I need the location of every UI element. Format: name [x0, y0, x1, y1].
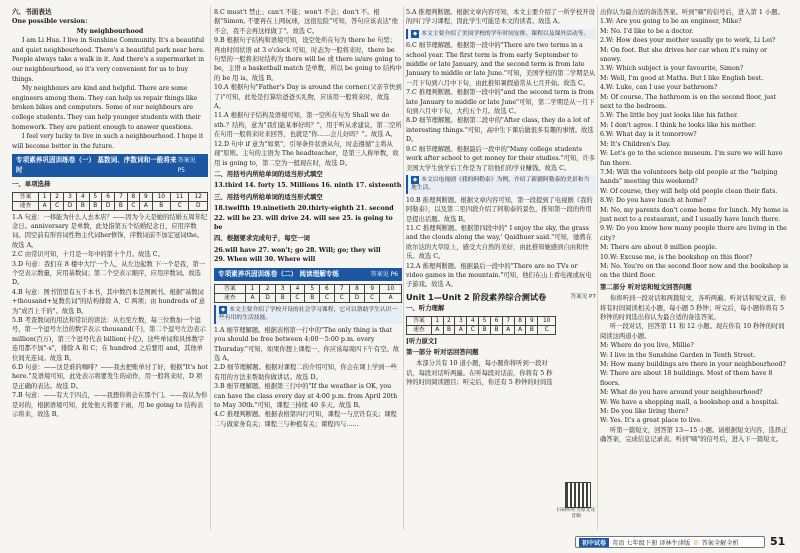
table-cell: B [305, 293, 320, 302]
transcript-line: W: I live in the Sunshine Garden in Tenth Street. [600, 351, 756, 359]
table-cell: A [502, 325, 514, 334]
transcript-line: W: Yes. It's a great place to live. [600, 417, 703, 425]
listening-part-title: 第二部分 听对话和短文回答问题 [600, 282, 692, 291]
table-cell: C [51, 201, 64, 210]
transcript-line: 7.M: Will the volunteers help old people at the "helping hands" meeting this weekend? [600, 168, 778, 186]
transcript-line: 8.W: Do you have lunch at home? [600, 197, 707, 205]
explanation: 6.D 句意：——这是谁的咖啡？——我去把账单付了好，根据"It's hot here."及语境可知，此处表示将要发生的动作，用一般将来时，D 项是正确的表达。故选 D。 [12, 364, 208, 390]
transcript-line: M: Where do you live, Millie? [600, 342, 694, 350]
table-cell: 答案 [407, 316, 432, 325]
explanation: 8.C must't 禁止；can't 不能；won't 不会；don't 不。根据"Simon, 不要再在上网玩球，这很危险"可知，答句应该表达"他不会，我不会再这样做了"。故选 C。 [214, 9, 398, 35]
answer-line: 29. When will 30. Where will [214, 256, 316, 264]
exam-band-meta: 答案见 P6 [370, 270, 398, 278]
table-cell: 5 [305, 284, 320, 293]
transcript-line: M: It's Children's Day. [600, 140, 671, 148]
table-cell: 1 [245, 284, 260, 293]
transcript-line: 5.W: The little boy just looks like his father. [600, 112, 739, 120]
part-title: 一、听力理解 [406, 304, 445, 313]
transcript-line: M: Well, I'm good at Maths. But I like English best. [600, 74, 764, 82]
transcript-line: M: On foot. But she drives her car when it's rainy or snowy. [600, 46, 768, 64]
transcript-line: 9.W: Do you know how many people there are living in the city? [600, 225, 787, 242]
explanation: 3.B 细节理解题。根据第三行中的"If the weather is OK, you can have the class every day at 4:00 p.m. from April 20th to May 30th."可知，课程三持续 40 多天。故选 B。 [214, 383, 398, 410]
transcript-line: 1.W: Are you going to be an engineer, Mike? [600, 18, 742, 26]
explanation: 7.C 推理判断题。根据第一段中的"and the second term is from late January to middle or late June"可知，第二学期是从一月下旬到六月中下旬，大约五个月。故选 C。 [406, 89, 595, 116]
table-cell: B [115, 201, 127, 210]
table-cell: 12 [189, 192, 208, 201]
listening-instructions: 听一段对话，回答第 11 和 12 小题。现在你有 10 秒钟的时间阅读这两道小题。 [600, 323, 785, 340]
table-cell: 9 [365, 284, 380, 293]
column-4 [600, 8, 790, 445]
table-cell: C [320, 293, 335, 302]
table-cell: 8 [127, 192, 140, 201]
transcript-line: 3.W: Which subject is your favourite, Simon? [600, 65, 744, 73]
table-cell: 5 [89, 192, 101, 201]
table-cell: D [260, 293, 276, 302]
table-cell: 7 [334, 284, 349, 293]
transcript-line: 10.W: Excuse me, is the bookshop on this floor? [600, 253, 753, 261]
table-cell: C [334, 293, 349, 302]
transcript-line: 4.W: Luke, can I use your bathroom? [600, 84, 718, 92]
explanation: 10.B 推理判断题。根据文章内容可知，第一段提到了电视剧《我的阿勒泰》，以及第二至四段介绍了阿勒泰的景色，推知第一段的作用是提出话题。故选 B。 [406, 196, 593, 223]
hint-text: 本文以电视剧《我的阿勒泰》为例，介绍了新疆阿勒泰的美景和当地生活。 [411, 176, 590, 192]
exam-band [214, 268, 402, 281]
listening-part-title: 第一部分 听对话回答问题 [406, 348, 479, 356]
explanation: 9.C 细节理解题。根据最后一段中的"Many college students work after school to get money for their studies."可知，许多美国大学生放学后工作是为了给他们的学业赚钱。故选 C。 [406, 145, 596, 172]
transcript-line: M: No. I'd like to be a doctor. [600, 27, 694, 35]
table-cell: A [140, 201, 152, 210]
hint-tag-icon: ◆ [221, 306, 226, 313]
part-title: 二、用括号内所给单词的适当形式填空 [214, 169, 323, 178]
section-subtitle: One possible version： [12, 18, 92, 26]
explanation: 5.B 考查数词的用法和常识的读法：从右至左数，每三位数加一个逗号，第一个逗号左边的数字表示 thousand(千)，第二个逗号左边表示 million(百万)，第三个逗号代表 billion(十亿)，这些单词和具体数字连用都不加"-s"，排除 A 和 C；在 hundred 之后要用 and，其他单位间无连词。故选 B。 [12, 317, 206, 362]
table-cell: 10 [380, 284, 402, 293]
answer-line: 26.will have 27. won't; go 28. Will; go; they will [214, 246, 381, 254]
table-cell: C [538, 325, 556, 334]
transcript-line: 出你认为最合适的备选答案。听到"嘀"的信号后，进入第 1 小题。 [600, 9, 784, 16]
explanation: 7.B 句意：——有大于四点，——我想你将会在那个门。——我认为你是对的，根据语境可知，此处他天将要下雨，用 be going to 结构表示将来，故选 B。 [12, 392, 208, 419]
column-divider [403, 6, 404, 530]
answer-line: 22. will be 23. will drive 24. will see 25. is going to be [214, 214, 393, 231]
table-cell: 5 [479, 316, 491, 325]
explanation: 1.A 细节理解题。根据表格第一行中的"The only thing is that you should be free between 4:00－5:00 p.m. every Thursday."可知，如果你想上课程一，你应该每周四下午有空。故选 A。 [214, 326, 400, 362]
table-cell: 速查 [13, 201, 39, 210]
listening-instructions: 本部分共有 10 道小题，每小题你将听到一段对话，每段对话听两遍。在听每段对话前，你将有 5 秒钟的时间阅读题目；听完后，你还有 5 秒钟的时间选 [406, 360, 553, 387]
listening-instructions: 你将听到一段对话和两篇短文，各听两遍。听对话和短文前，你将有时间阅读相关小题，每小题 5 秒钟；听完后，每小题你将有 5 秒钟的时间选出你认为最合适的备选答案。 [600, 295, 787, 321]
exam-band-meta: 答案见 P5 [177, 157, 196, 174]
hint-tag-icon: ◆ [413, 30, 418, 37]
answer-line: 18.twelfth 19.ninetieth 20.thirty-eighth 21. second [214, 205, 394, 213]
table-cell: 9 [526, 316, 538, 325]
transcript-line: 2.W: How does your mother usually go to work, Li Lei? [600, 37, 776, 45]
table-cell: 7 [115, 192, 127, 201]
table-cell: C [467, 325, 479, 334]
footer-bar [575, 536, 765, 548]
answer-table [406, 316, 556, 335]
exam-band-title: 专项素养巩固训练卷（二） 阅读理解专练 [218, 269, 339, 278]
answer-table [214, 284, 402, 303]
transcript-line: M: Do you like living there? [600, 408, 689, 416]
transcript-line: M: No, my parents don't come home for lunch. My home is just next to a restaurant, and I usually have lunch there. [600, 206, 789, 223]
table-cell: 9 [140, 192, 152, 201]
table-cell: A [380, 293, 402, 302]
table-cell: 4 [77, 192, 89, 201]
part-title: 三、用括号内所给单词的适当形式填空 [214, 192, 323, 201]
essay-paragraph: I am Li Hua. I live in Sunshine Community. It's a beautiful and quiet neighbourhood. There's a beautiful park near here. People always take a walk in it. And there's a supermarket in our neighbourhood, so it's very convenient for us to buy things. [12, 37, 205, 83]
table-cell: 3 [275, 284, 290, 293]
table-cell: 4 [467, 316, 479, 325]
table-cell: A [38, 201, 50, 210]
page-footer [0, 533, 800, 553]
table-cell: C [171, 201, 189, 210]
table-cell: D [63, 201, 76, 210]
explanation: 12.D 句中 if 意为"如果"，引导条件状语从句，时态遵循"主将从现"原则。主句的主语为 The headteacher，是第三人称单数，故用 is going to，第二空为一般现在时，故选 D。 [214, 140, 399, 167]
table-cell: A [431, 325, 443, 334]
table-cell: A [245, 293, 260, 302]
column-3 [406, 8, 596, 388]
explanation: 11.C 推理判断题。根据第四段中的" I enjoy the sky, the grass and the clouds along the way,' Qaidhuer said."可知，驰骋在欧尔达的大草原上，感受大自然的美好，由此推知她感到自由和快乐。故选 C。 [406, 224, 592, 261]
table-cell: 2 [443, 316, 455, 325]
part-title: 四、根据要求完成句子，每空一词 [214, 234, 310, 243]
table-cell: 1 [431, 316, 443, 325]
explanation: 11.A 根据句子结构及语境可知，第一空所在句为 Shall we do sth.？结构，意为"我们能某事好吗？"，用于听从求建议，第二空所在句用一般将来时来回答，也就是"你……会儿好吗？"。故选 A。 [214, 112, 402, 139]
explanation: 4.B 句意：图书馆里有五千本书，其中数百本是图画书。根据"基数词+thousand+复数名词"的结构排除 A、C 两项；由 hundreds of 意为"成百上千的"。故选 B。 [12, 288, 206, 315]
transcript-line: W: There are about 18 buildings. Most of them have 8 floors. [600, 370, 773, 387]
table-cell: 11 [171, 192, 189, 201]
table-cell: 2 [260, 284, 276, 293]
transcript-line: M: Of course. The bathroom is on the second floor, just next to the bedroom. [600, 93, 776, 111]
explanation: 1.A 句意：一移能为什么人去本店？——因为今天是她的结婚五周年纪念日。anniversary 是单数，此处指第五个结婚纪念日，应用序数词。因空前有形容词性物主代词her修饰，序数词前不加定冠词the。故选 A。 [12, 213, 208, 249]
passage-hint [406, 175, 596, 194]
column-divider [597, 6, 598, 530]
table-cell: 10 [152, 192, 170, 201]
column-divider [210, 6, 211, 530]
table-cell: D [101, 201, 114, 210]
explanation: 2.C 由常识可知，十月是一年中的第十个月。故选 C。 [12, 251, 164, 259]
table-cell: A [455, 325, 467, 334]
listening-label: [听力原文] [406, 337, 438, 345]
transcript-line: M: No. You're on the second floor now and the bookshop is on the third floor. [600, 262, 789, 280]
table-cell: C [290, 293, 305, 302]
table-cell: 6 [101, 192, 114, 201]
column-2 [214, 8, 402, 429]
explanation: 4.C 推理判断题。根据表格第四行可知，课程一与烹饪有关；课程二与做家务有关；课程三与种植有关；课程四与…… [214, 411, 397, 428]
unit-title [406, 293, 596, 302]
table-cell: D [349, 293, 365, 302]
section-title: 六、书面表达 [12, 8, 52, 16]
table-cell: 7 [502, 316, 514, 325]
listening-instructions: 听第一篇短文，回答第 13—15 小题。请根据短文内容，选择正确答案，完成信息记录表。听到"嘀"的信号后，进入下一篇短文。 [600, 426, 788, 444]
table-cell: B [479, 325, 491, 334]
explanation: 6.C 细节理解题。根据第一段中的"There are two terms in a school year. The first term is from early September to middle or late January, and the second term is from late January to middle or late June."可知，美国学校的第二学期是从一月下旬到六月中下旬，由此推知暑假通常从七月开始。故选 C。 [406, 42, 596, 87]
table-cell: B [443, 325, 455, 334]
essay-title: My neighbourhood [76, 27, 144, 35]
qr-code-icon[interactable] [565, 482, 591, 508]
essay-paragraph: I feel very lucky to live in such a neighbourhood. I hope it will become better in the future. [12, 133, 204, 150]
exam-band-title: 专项素养巩固训练卷（一） 基数词、序数词和一般将来时 [16, 156, 177, 174]
table-cell: 4 [290, 284, 305, 293]
hint-text: 本文主要介绍了学校开设的社会学习课程，它可以帮助学生认识一些有用的生活技能。 [219, 306, 398, 322]
footer-text: 英语 七年级下册 译林牛津版 [612, 539, 691, 547]
table-cell: C [127, 201, 140, 210]
column-1 [12, 8, 208, 420]
explanation: 8.D 细节理解题。根据第二段中的"After class, they do a lot of interesting things."可知，高中生下课后做很多有趣的事情。故选 D。 [406, 117, 594, 144]
footer-dot-icon: ◎ [693, 538, 699, 546]
transcript-line: W: We have a shopping mall, a bookshop and a hospital. [600, 398, 779, 406]
table-cell: 答案 [215, 284, 246, 293]
footer-brand: 初中试卷 [579, 538, 609, 547]
table-cell: B [526, 325, 538, 334]
explanation: 2.D 细节理解题。根据对课程二的介绍可知，你会在课上学到一些有用的方法来帮助你做讲话。故选 D。 [214, 364, 398, 381]
table-cell: 8 [349, 284, 365, 293]
explanation: 3.D 句意：我们在 8 楼中大厅一个人，从左边起数 下一个是我，第一个空表示数量，应用基数词；第二个空表示顺序，应用序数词。故选 D。 [12, 260, 206, 287]
transcript-line: M: How many buildings are there in your neighbourhood? [600, 361, 786, 369]
table-cell: B [77, 201, 89, 210]
explanation: 5.A 推理判断题。根据文章内容可知，本文主要介绍了一所学校开设的四门学习课程，因此学生可能是本文的读者。故选 A。 [406, 9, 595, 26]
table-cell: D [189, 201, 208, 210]
qr-caption: 扫码听听力原文及音频 [556, 508, 596, 519]
transcript-line: M: There are about 8 million people. [600, 244, 718, 252]
table-cell: 3 [63, 192, 76, 201]
exam-band [12, 154, 208, 177]
table-cell: 6 [491, 316, 503, 325]
passage-hint [406, 29, 596, 39]
transcript-line: W: Let's go to the science museum. I'm sure we will have fun there. [600, 150, 783, 167]
explanation: 10.A 根据句句"Father's Day is around the corner.(父亲节快到了)"可知，此处是打算给爸爸买礼物，应该用一般将来时，故选 A。 [214, 84, 402, 111]
explanation: 12.A 推理判断题。根据最后一段中的"There are no TVs or video games in the mountain."可知，他们在山上看电视或玩电子游戏。故选 A。 [406, 262, 592, 289]
table-cell: 8 [514, 316, 526, 325]
table-cell: B [491, 325, 503, 334]
transcript-line: W: Of course, they will help old people clean their flats. [600, 187, 778, 195]
table-cell: 6 [320, 284, 335, 293]
table-cell: 速查 [215, 293, 246, 302]
table-cell: B [275, 293, 290, 302]
table-cell: 速查 [407, 325, 432, 334]
table-cell: A [514, 325, 526, 334]
page-number: 51 [770, 535, 786, 548]
part-title: 一、单项选择 [12, 180, 51, 189]
passage-hint [214, 305, 402, 324]
explanation: 9.B 根据句子结构和语境可知，设空处所在句为 there be 句型；再由时间状语 at 3 o'clock 可知，时态为一般将来时，there be 句型的一般将来时结构为 there will be 或 there is/are going to be，主语 a basketball match 是单数，所以 be going to 结构中的 be 用 is。故选 B。 [214, 37, 402, 82]
transcript-line: M: What do you have around your neighbourhood? [600, 389, 763, 397]
hint-tag-icon: ◆ [413, 176, 418, 183]
answer-table [12, 192, 208, 211]
transcript-line: M: I don't agree. I think he looks like his mother. [600, 121, 757, 129]
table-cell: 1 [38, 192, 50, 201]
essay-paragraph: My neighbours are kind and helpful. There are some engineers among them. They can help us repair things like broken bikes and computers. Some of our neighbours are college students. They can help younger students with their homework. They are patient enough to answer questions. [12, 85, 201, 131]
table-cell: B [152, 201, 170, 210]
table-cell: 答案 [13, 192, 39, 201]
table-cell: B [89, 201, 101, 210]
table-cell: 3 [455, 316, 467, 325]
table-cell: 10 [538, 316, 556, 325]
table-cell: C [365, 293, 380, 302]
unit-title-text: Unit 1—Unit 2 阶段素养综合测试卷 [406, 291, 547, 302]
unit-title-meta: 答案见 P7 [570, 293, 596, 300]
hint-text: 本文主要介绍了美国学校的学年时间安排、课程以及课外活动等。 [421, 30, 590, 37]
answer-line: 13.third 14. forty 15. Millions 16. ninth 17. sixteenth [214, 182, 402, 190]
footer-text2: 答案全解全析 [701, 539, 739, 547]
table-cell: 2 [51, 192, 64, 201]
transcript-line: 6.W: What day is it tomorrow? [600, 131, 697, 139]
